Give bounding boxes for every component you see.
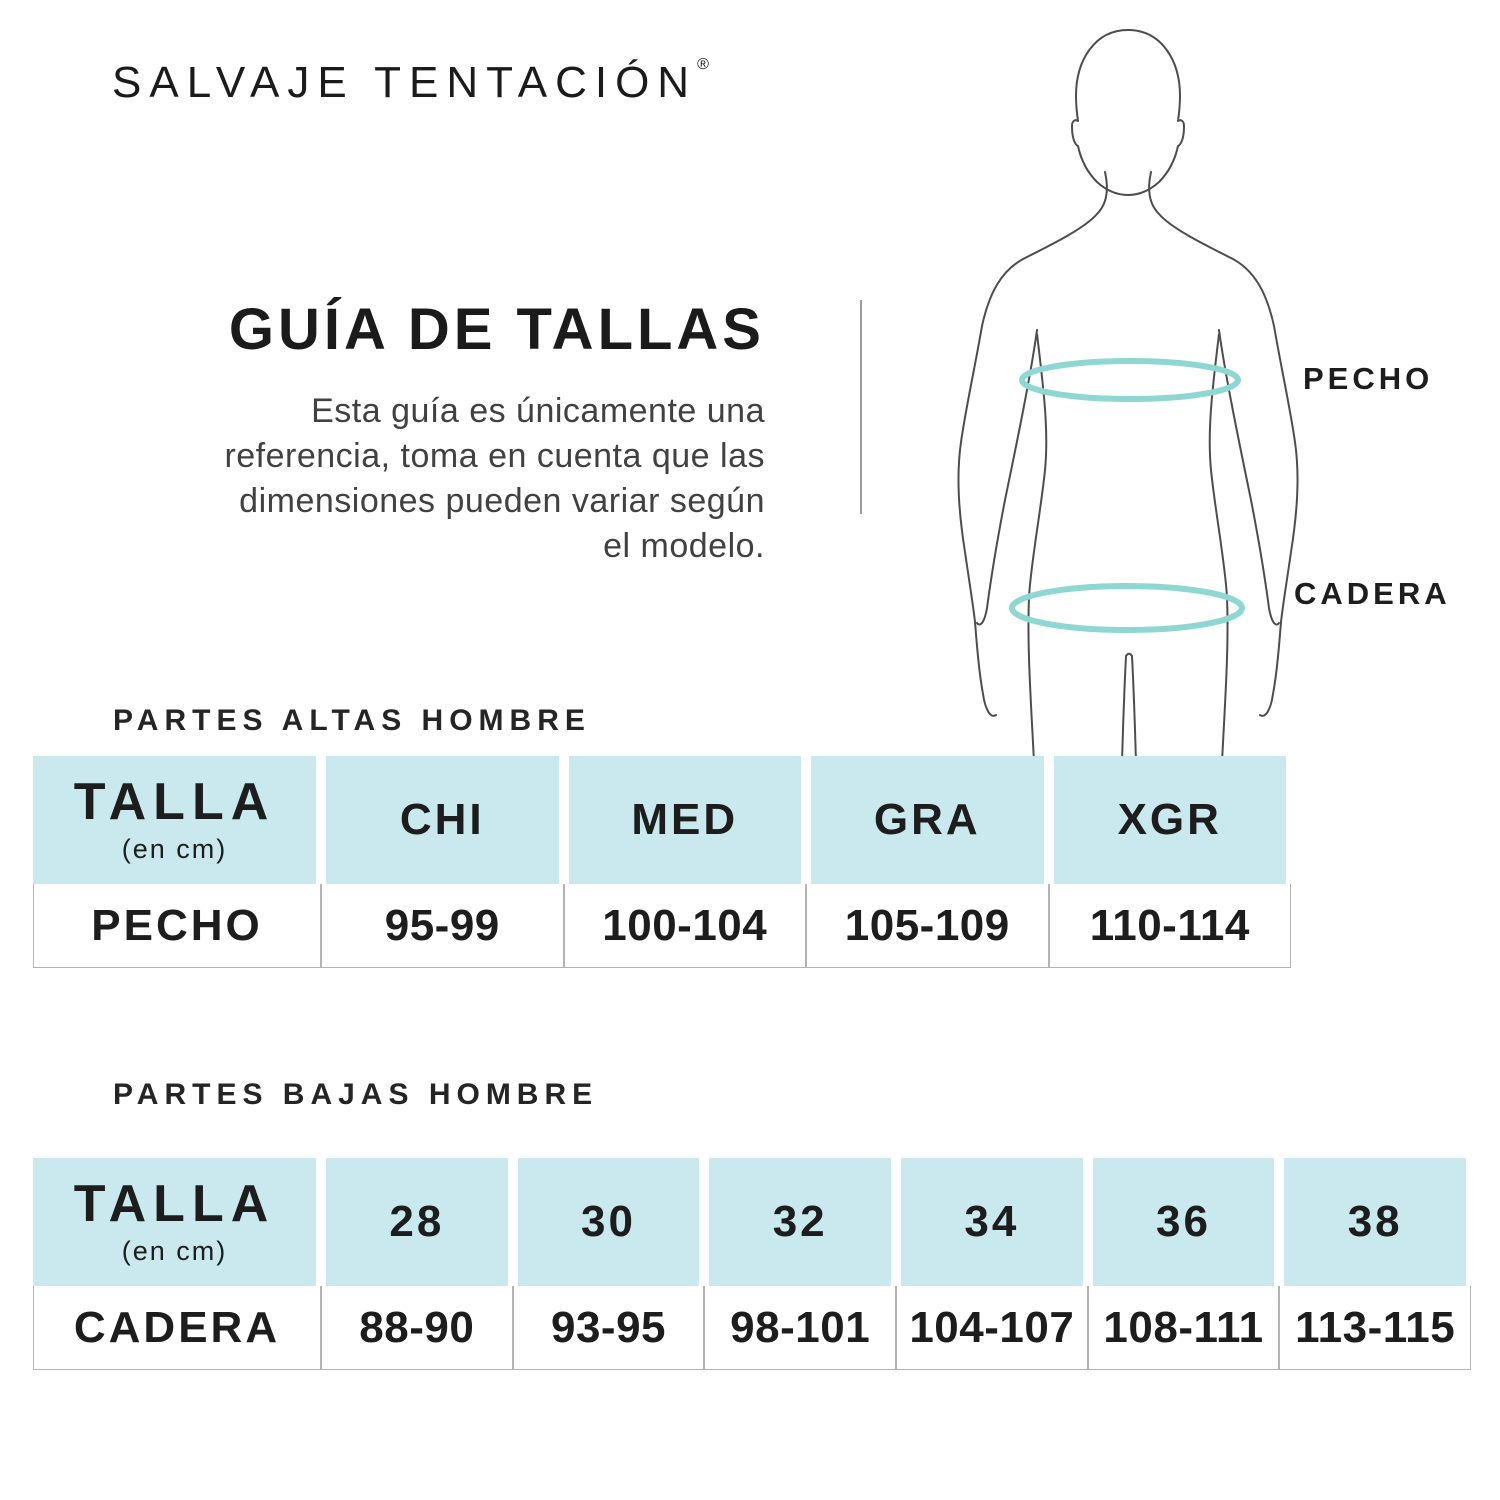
intro-note-line: referencia, toma en cuenta que las bbox=[224, 437, 765, 475]
section-title-bottoms: PARTES BAJAS HOMBRE bbox=[113, 1078, 599, 1111]
row-label-pecho: PECHO bbox=[91, 900, 263, 950]
size-chi: CHI bbox=[399, 795, 485, 844]
talla-label: TALLA bbox=[73, 1174, 276, 1233]
brand-logo bbox=[112, 56, 709, 108]
value-cell bbox=[564, 884, 807, 968]
talla-label: TALLA bbox=[73, 772, 276, 831]
header-cell-size bbox=[1088, 1158, 1280, 1286]
head-outline bbox=[1072, 30, 1184, 195]
header-cell-talla bbox=[33, 756, 321, 884]
size-36: 36 bbox=[1156, 1197, 1211, 1246]
chest-measure-line bbox=[1022, 361, 1238, 399]
left-torso-leg bbox=[1028, 334, 1046, 762]
size-34: 34 bbox=[964, 1197, 1020, 1246]
hip-value: 104-107 bbox=[909, 1302, 1075, 1352]
left-shoulder-arm bbox=[958, 172, 1106, 716]
section-title-tops: PARTES ALTAS HOMBRE bbox=[113, 704, 591, 737]
value-cell bbox=[513, 1286, 705, 1370]
size-xgr: XGR bbox=[1117, 795, 1222, 844]
header-cell-size bbox=[1049, 756, 1292, 884]
size-table-tops bbox=[33, 756, 1291, 968]
header-cell-size bbox=[321, 756, 564, 884]
header-cell-size bbox=[564, 756, 807, 884]
header-cell-size bbox=[704, 1158, 896, 1286]
chest-label: PECHO bbox=[1303, 361, 1434, 396]
header-cell-size bbox=[896, 1158, 1088, 1286]
size-32: 32 bbox=[772, 1197, 828, 1246]
hip-value: 88-90 bbox=[359, 1302, 475, 1352]
brand-name: SALVAJE TENTACIÓN bbox=[112, 58, 698, 107]
header-cell-talla bbox=[33, 1158, 321, 1286]
page-title: GUÍA DE TALLAS bbox=[228, 297, 765, 362]
value-cell bbox=[1049, 884, 1292, 968]
vertical-divider bbox=[860, 300, 862, 514]
intro-note-line: Esta guía es únicamente una bbox=[311, 392, 765, 430]
header-cell-size bbox=[1279, 1158, 1471, 1286]
hip-value: 113-115 bbox=[1295, 1302, 1456, 1352]
right-shoulder-arm bbox=[1149, 172, 1297, 716]
talla-unit: (en cm) bbox=[121, 1235, 228, 1266]
row-label-cell bbox=[33, 1286, 321, 1370]
right-torso-leg bbox=[1210, 334, 1228, 762]
hip-value: 93-95 bbox=[550, 1302, 667, 1352]
size-med: MED bbox=[631, 795, 739, 844]
chest-value: 100-104 bbox=[602, 900, 768, 950]
row-label-cell bbox=[33, 884, 321, 968]
header-cell-size bbox=[513, 1158, 705, 1286]
inner-leg-line bbox=[1122, 656, 1126, 762]
value-cell bbox=[704, 1286, 896, 1370]
size-30: 30 bbox=[581, 1197, 636, 1246]
intro-note-line: dimensiones pueden variar según bbox=[239, 482, 765, 520]
value-cell bbox=[896, 1286, 1088, 1370]
hip-label: CADERA bbox=[1294, 576, 1451, 611]
row-label-cadera: CADERA bbox=[73, 1302, 281, 1352]
hip-value: 98-101 bbox=[730, 1302, 871, 1352]
inner-leg-line bbox=[1132, 656, 1136, 762]
intro-block bbox=[85, 296, 765, 569]
chest-value: 110-114 bbox=[1089, 900, 1250, 950]
male-body-outline-icon bbox=[935, 22, 1345, 762]
header-cell-size bbox=[321, 1158, 513, 1286]
registered-mark: ® bbox=[697, 56, 709, 73]
chest-value: 95-99 bbox=[384, 900, 500, 950]
value-cell bbox=[806, 884, 1049, 968]
value-cell bbox=[1088, 1286, 1280, 1370]
size-table-bottoms bbox=[33, 1158, 1471, 1370]
size-28: 28 bbox=[389, 1197, 445, 1246]
intro-note-line: el modelo. bbox=[603, 527, 765, 565]
hip-value: 108-111 bbox=[1103, 1302, 1264, 1352]
value-cell bbox=[321, 884, 564, 968]
header-cell-size bbox=[806, 756, 1049, 884]
talla-unit: (en cm) bbox=[121, 833, 228, 864]
size-38: 38 bbox=[1347, 1197, 1403, 1246]
crotch-top bbox=[1126, 654, 1132, 656]
value-cell bbox=[1279, 1286, 1471, 1370]
size-gra: GRA bbox=[873, 795, 981, 844]
hip-measure-line bbox=[1012, 586, 1242, 630]
chest-value: 105-109 bbox=[844, 900, 1010, 950]
value-cell bbox=[321, 1286, 513, 1370]
